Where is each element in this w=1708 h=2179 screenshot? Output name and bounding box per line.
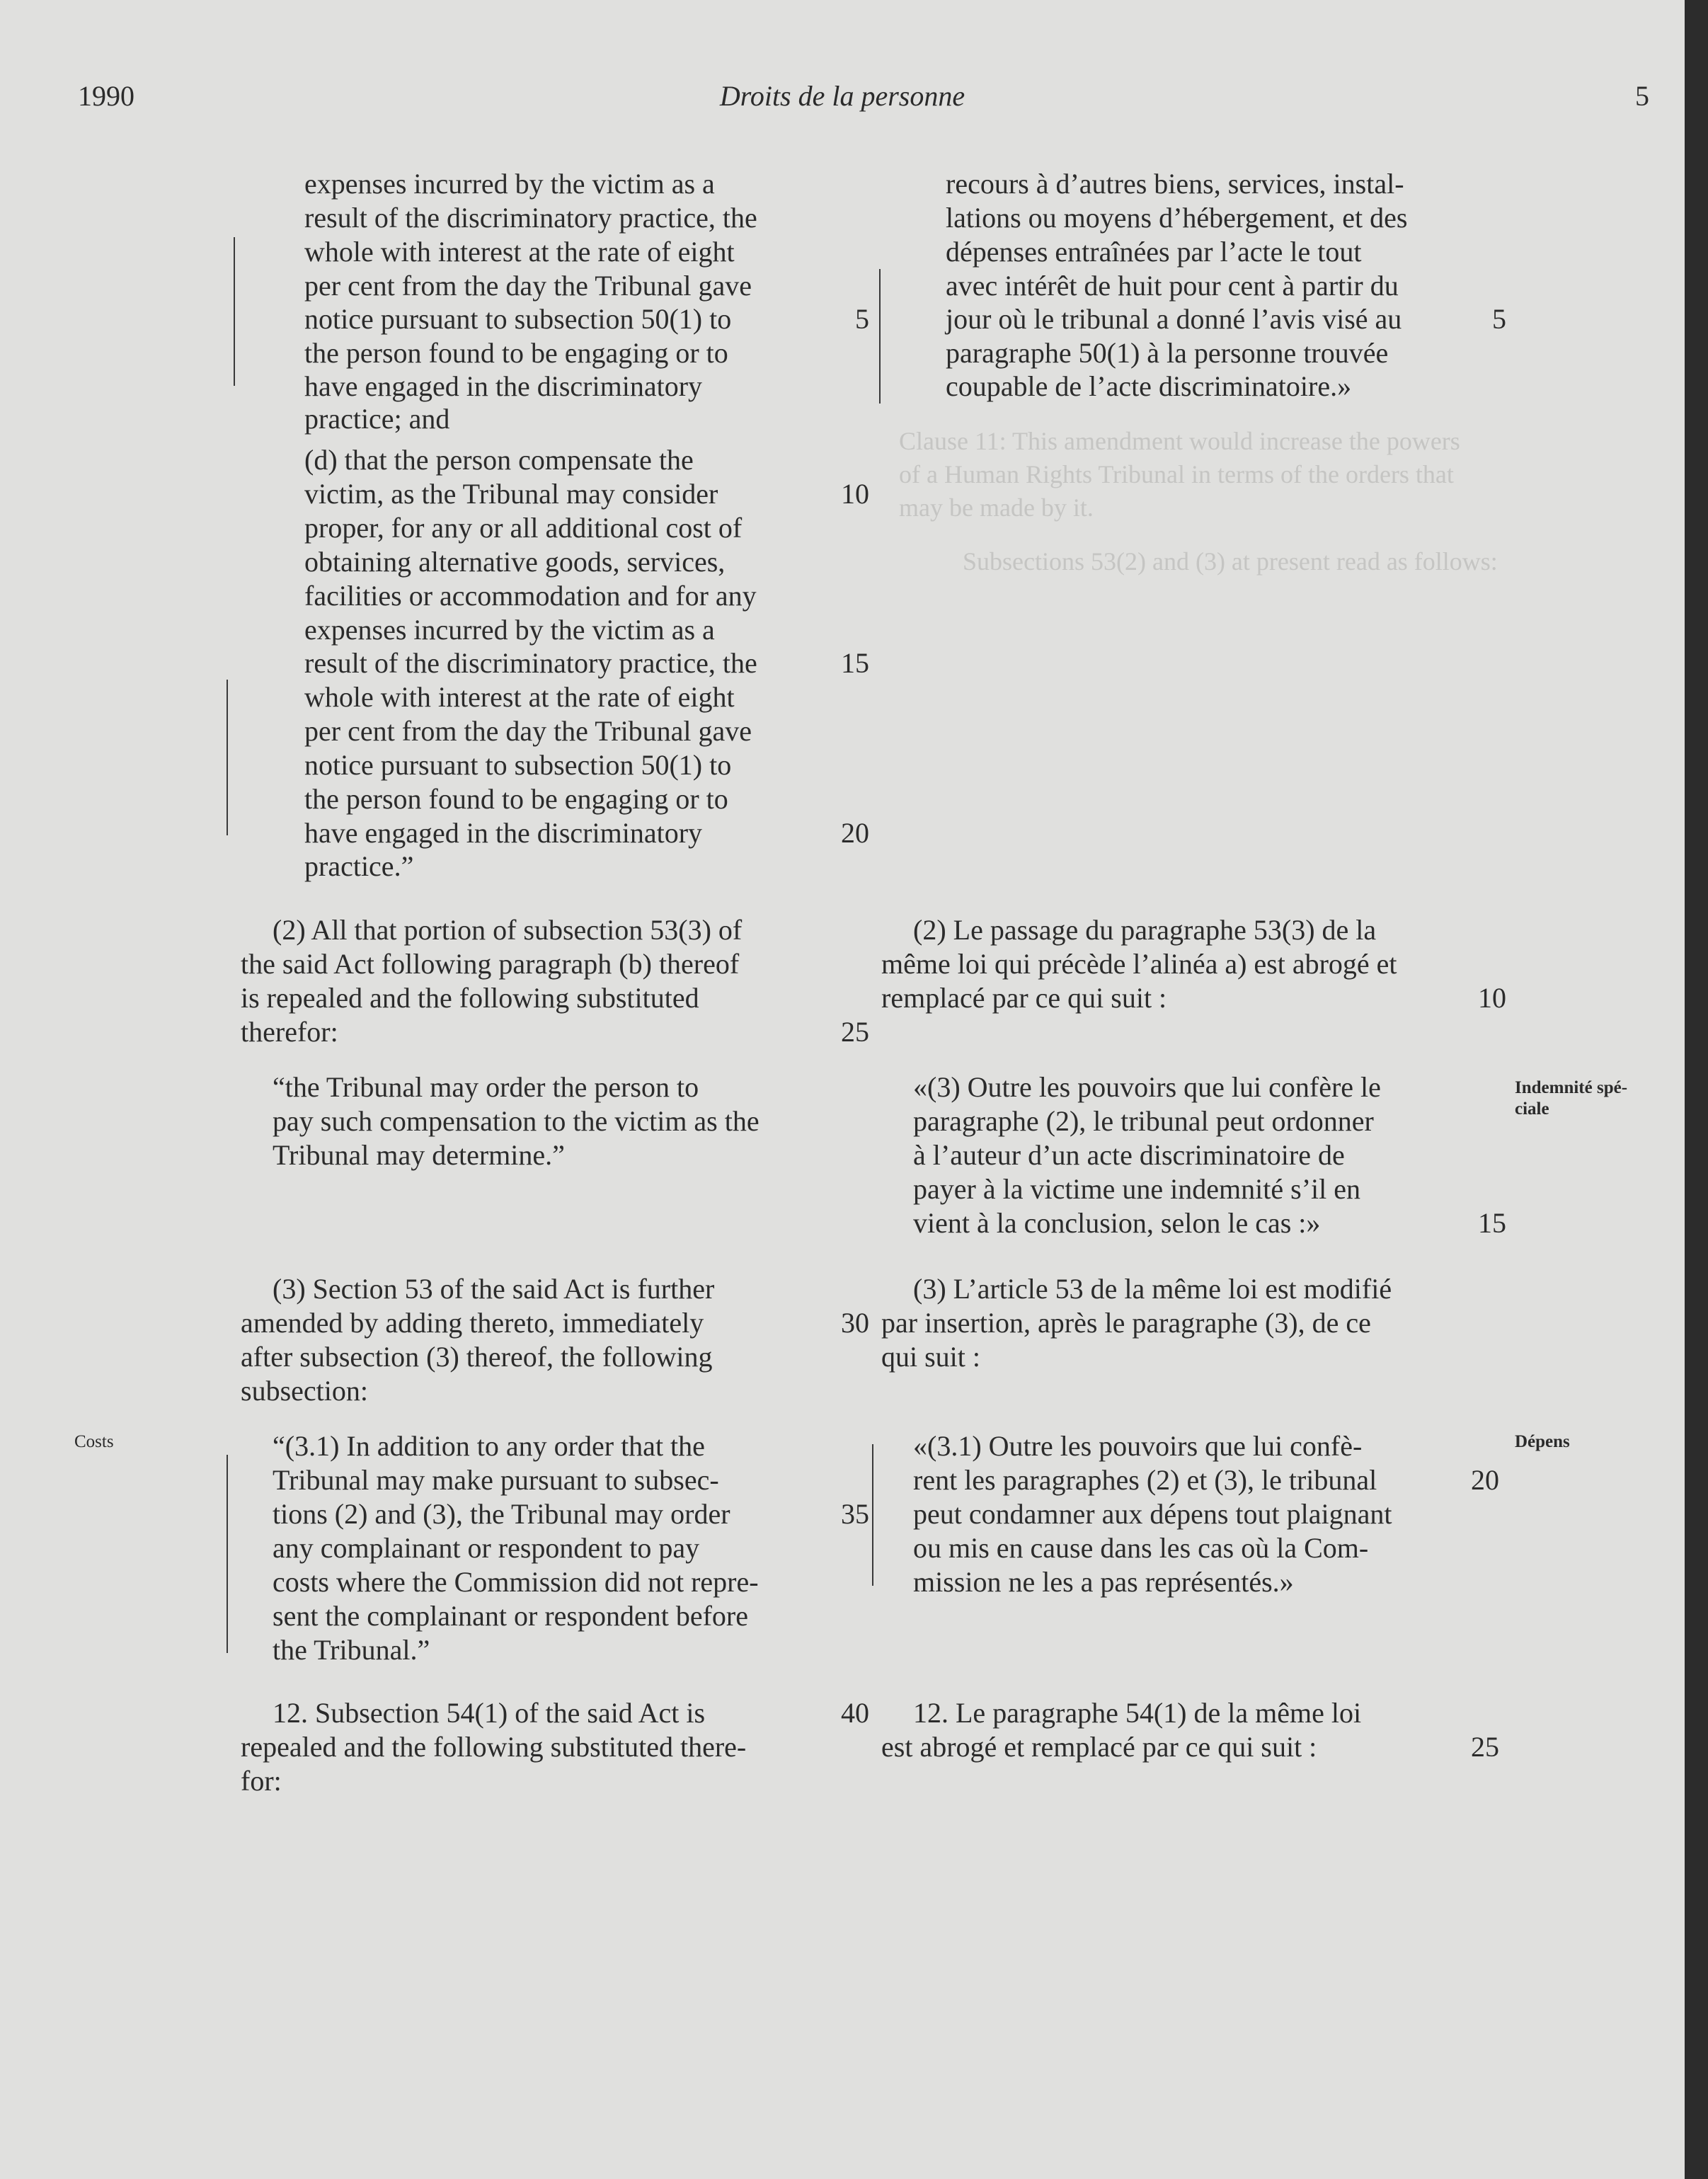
- right-text-line: (3) L’article 53 de la même loi est modifié: [913, 1273, 1392, 1305]
- right-text-line: payer à la victime une indemnité s’il en: [913, 1173, 1360, 1205]
- left-text-line: practice.”: [304, 850, 414, 882]
- right-text-line: «(3.1) Outre les pouvoirs que lui confè-: [913, 1430, 1363, 1462]
- left-text-line: the person found to be engaging or to: [304, 337, 728, 369]
- right-text-line: à l’auteur d’un acte discriminatoire de: [913, 1139, 1345, 1171]
- right-text-line: par insertion, après le paragraphe (3), de ce: [881, 1307, 1371, 1339]
- right-text-line: vient à la conclusion, selon le cas :»: [913, 1207, 1321, 1239]
- left-text-line: therefor:: [241, 1016, 338, 1048]
- left-text-line: have engaged in the discriminatory: [304, 817, 703, 849]
- right-text-line: «(3) Outre les pouvoirs que lui confère le: [913, 1071, 1381, 1103]
- header-year: 1990: [78, 80, 134, 112]
- line-number: 10: [841, 478, 869, 510]
- line-number: 15: [841, 647, 869, 679]
- left-text-line: result of the discriminatory practice, the: [304, 202, 757, 234]
- margin-note-costs: Costs: [74, 1432, 114, 1451]
- right-text-line: avec intérêt de huit pour cent à partir du: [946, 270, 1399, 302]
- left-text-line: have engaged in the discriminatory: [304, 370, 703, 402]
- line-number: 5: [1492, 303, 1506, 335]
- left-text-line: the Tribunal.”: [273, 1634, 430, 1666]
- left-text-line: (3) Section 53 of the said Act is further: [273, 1273, 715, 1305]
- right-text-line: paragraphe (2), le tribunal peut ordonner: [913, 1105, 1374, 1137]
- line-number: 40: [841, 1697, 869, 1729]
- left-text-line: repealed and the following substituted there-: [241, 1731, 747, 1763]
- change-bar: [227, 680, 228, 835]
- line-number: 15: [1478, 1207, 1506, 1239]
- left-text-line: (2) All that portion of subsection 53(3) of: [273, 914, 743, 946]
- header-page-number: 5: [1635, 80, 1649, 112]
- left-text-line: “the Tribunal may order the person to: [273, 1071, 699, 1103]
- left-text-line: any complainant or respondent to pay: [273, 1532, 700, 1564]
- change-bar: [234, 237, 235, 386]
- bleed-through-line: Subsections 53(2) and (3) at present read as follows:: [963, 547, 1498, 576]
- left-text-line: after subsection (3) thereof, the following: [241, 1341, 713, 1373]
- right-text-line: (2) Le passage du paragraphe 53(3) de la: [913, 914, 1377, 946]
- left-text-line: result of the discriminatory practice, the: [304, 647, 757, 679]
- change-bar: [872, 1444, 873, 1586]
- right-text-line: 12. Le paragraphe 54(1) de la même loi: [913, 1697, 1362, 1729]
- left-text-line: obtaining alternative goods, services,: [304, 546, 726, 578]
- right-text-line: lations ou moyens d’hébergement, et des: [946, 202, 1408, 234]
- left-text-line: subsection:: [241, 1375, 368, 1407]
- line-number: 20: [841, 817, 869, 849]
- left-text-line: the said Act following paragraph (b) thereof: [241, 948, 740, 980]
- left-text-line: per cent from the day the Tribunal gave: [304, 715, 752, 747]
- bleed-through-line: of a Human Rights Tribunal in terms of the orders that: [899, 460, 1454, 488]
- left-text-line: facilities or accommodation and for any: [304, 580, 757, 612]
- right-text-line: remplacé par ce qui suit :: [881, 982, 1167, 1014]
- left-text-line: amended by adding thereto, immediately: [241, 1307, 704, 1339]
- line-number: 30: [841, 1307, 869, 1339]
- right-text-line: recours à d’autres biens, services, instal-: [946, 168, 1404, 200]
- left-text-line: “(3.1) In addition to any order that the: [273, 1430, 705, 1462]
- left-text-line: for:: [241, 1765, 282, 1797]
- change-bar: [879, 269, 881, 404]
- left-text-line: sent the complainant or respondent before: [273, 1600, 748, 1632]
- left-text-line: per cent from the day the Tribunal gave: [304, 270, 752, 302]
- left-text-line: victim, as the Tribunal may consider: [304, 478, 718, 510]
- left-text-line: Tribunal may make pursuant to subsec-: [273, 1464, 719, 1496]
- left-text-line: whole with interest at the rate of eight: [304, 236, 735, 268]
- left-text-line: is repealed and the following substituted: [241, 982, 699, 1014]
- left-text-line: notice pursuant to subsection 50(1) to: [304, 303, 732, 335]
- line-number: 10: [1478, 982, 1506, 1014]
- margin-note-depens: Dépens: [1515, 1432, 1570, 1451]
- line-number: 20: [1471, 1464, 1499, 1496]
- line-number: 35: [841, 1498, 869, 1530]
- right-text-line: qui suit :: [881, 1341, 981, 1373]
- right-text-line: peut condamner aux dépens tout plaignant: [913, 1498, 1392, 1530]
- left-text-line: (d) that the person compensate the: [304, 444, 694, 476]
- right-text-line: rent les paragraphes (2) et (3), le tribunal: [913, 1464, 1377, 1496]
- right-text-line: paragraphe 50(1) à la personne trouvée: [946, 337, 1389, 369]
- left-text-line: practice; and: [304, 403, 450, 435]
- margin-note-indemnite: Indemnité spé- ciale: [1515, 1078, 1628, 1119]
- left-text-line: 12. Subsection 54(1) of the said Act is: [273, 1697, 706, 1729]
- line-number: 25: [841, 1016, 869, 1048]
- right-text-line: ou mis en cause dans les cas où la Com-: [913, 1532, 1369, 1564]
- right-text-line: même loi qui précède l’alinéa a) est abrogé et: [881, 948, 1397, 980]
- right-text-line: dépenses entraînées par l’acte le tout: [946, 236, 1362, 268]
- scan-edge: [1685, 0, 1708, 2179]
- left-text-line: tions (2) and (3), the Tribunal may order: [273, 1498, 730, 1530]
- right-text-line: jour où le tribunal a donné l’avis visé au: [946, 303, 1402, 335]
- change-bar: [227, 1455, 228, 1653]
- line-number: 25: [1471, 1731, 1499, 1763]
- right-text-line: mission ne les a pas représentés.»: [913, 1566, 1294, 1598]
- left-text-line: costs where the Commission did not repre-: [273, 1566, 759, 1598]
- left-text-line: proper, for any or all additional cost of: [304, 512, 743, 544]
- left-text-line: the person found to be engaging or to: [304, 783, 728, 815]
- left-text-line: expenses incurred by the victim as a: [304, 168, 715, 200]
- right-text-line: coupable de l’acte discriminatoire.»: [946, 370, 1352, 402]
- left-text-line: expenses incurred by the victim as a: [304, 614, 715, 646]
- left-text-line: whole with interest at the rate of eight: [304, 681, 735, 713]
- bleed-through-line: Clause 11: This amendment would increase the powers: [899, 427, 1460, 455]
- bleed-through-line: may be made by it.: [899, 493, 1094, 522]
- header-title: Droits de la personne: [719, 80, 965, 112]
- left-text-line: Tribunal may determine.”: [273, 1139, 565, 1171]
- right-text-line: est abrogé et remplacé par ce qui suit :: [881, 1731, 1317, 1763]
- line-number: 5: [855, 303, 869, 335]
- left-text-line: notice pursuant to subsection 50(1) to: [304, 749, 732, 781]
- left-text-line: pay such compensation to the victim as the: [273, 1105, 760, 1137]
